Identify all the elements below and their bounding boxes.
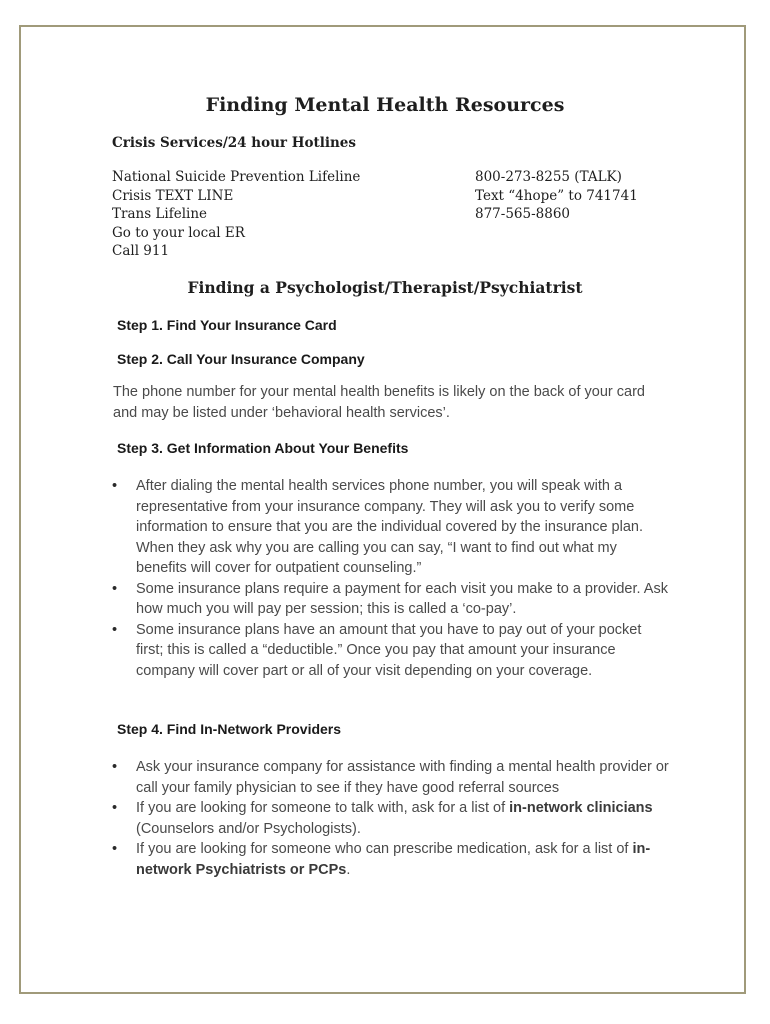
hotline-contact: 877-565-8860 — [475, 206, 571, 222]
list-item — [110, 579, 670, 620]
list-item-text: . — [346, 861, 351, 878]
hotline-row — [112, 168, 652, 187]
hotline-name: National Suicide Prevention Lifeline — [112, 169, 361, 185]
hotline-name: Go to your local ER — [112, 224, 245, 241]
list-item-text: After dialing the mental health services phone number, you will speak with a representative from your insurance company. They will ask you to verify some information to ensure that you are the individual covered by the insurance plan. When they ask why you are calling you can say, “I want to find out what my benefits will cover for outpatient counseling.” — [136, 478, 644, 576]
hotline-name: Crisis TEXT LINE — [112, 187, 234, 204]
bullet-icon: • — [112, 478, 118, 494]
step-2-text: The phone number for your mental health benefits is likely on the back of your card and may be listed under ‘behavioral health services’. — [113, 384, 645, 421]
list-item — [110, 476, 670, 579]
hotline-row — [112, 205, 652, 224]
list-item-text: If you are looking for someone who can prescribe medication, ask for a list of — [136, 841, 633, 857]
bullet-icon: • — [112, 800, 118, 816]
step-4-heading: Step 4. Find In-Network Providers — [117, 721, 342, 737]
finding-provider-heading: Finding a Psychologist/Therapist/Psychiatrist — [187, 278, 583, 297]
hotline-name: Call 911 — [112, 243, 170, 259]
bullet-icon: • — [112, 841, 118, 857]
step-2-heading: Step 2. Call Your Insurance Company — [117, 351, 365, 367]
bullet-icon: • — [112, 621, 118, 638]
list-item — [110, 757, 670, 798]
list-item-text: (Counselors and/or Psychologists). — [136, 820, 361, 837]
in-network-psychiatrists-emphasis: in-network Psychiatrists or PCPs — [136, 841, 651, 878]
in-network-clinicians-emphasis: in-network clinicians — [509, 800, 653, 816]
step-3-bullet-list — [110, 476, 670, 681]
hotline-row — [112, 242, 652, 261]
step-1-heading: Step 1. Find Your Insurance Card — [117, 317, 337, 333]
list-item-text: Ask your insurance company for assistance with finding a mental health provider or call your family physician to see if they have good referral sources — [136, 759, 669, 796]
hotline-row — [112, 187, 652, 206]
hotline-contact: 800-273-8255 (TALK) — [475, 169, 622, 185]
list-item — [110, 798, 670, 839]
list-item — [110, 839, 670, 880]
hotline-list — [112, 168, 652, 261]
list-item-text: Some insurance plans have an amount that you have to pay out of your pocket first; this is called a “deductible.” Once you pay that amount your insurance company will cover part or all of your visit depending on your coverage. — [136, 621, 642, 679]
step-3-heading: Step 3. Get Information About Your Benefits — [117, 440, 409, 456]
bullet-icon: • — [112, 759, 118, 775]
list-item — [110, 620, 670, 682]
list-item-text: Some insurance plans require a payment for each visit you make to a provider. Ask how much you will pay per session; this is called a ‘co-pay’. — [136, 580, 668, 617]
hotline-name: Trans Lifeline — [112, 206, 208, 222]
hotline-contact: Text “4hope” to 741741 — [475, 187, 638, 204]
list-item-text: If you are looking for someone to talk with, ask for a list of — [136, 800, 510, 816]
page-title: Finding Mental Health Resources — [205, 94, 565, 116]
hotline-row — [112, 224, 652, 243]
bullet-icon: • — [112, 580, 118, 597]
step-4-bullet-list — [110, 757, 670, 880]
crisis-services-heading: Crisis Services/24 hour Hotlines — [112, 135, 356, 151]
